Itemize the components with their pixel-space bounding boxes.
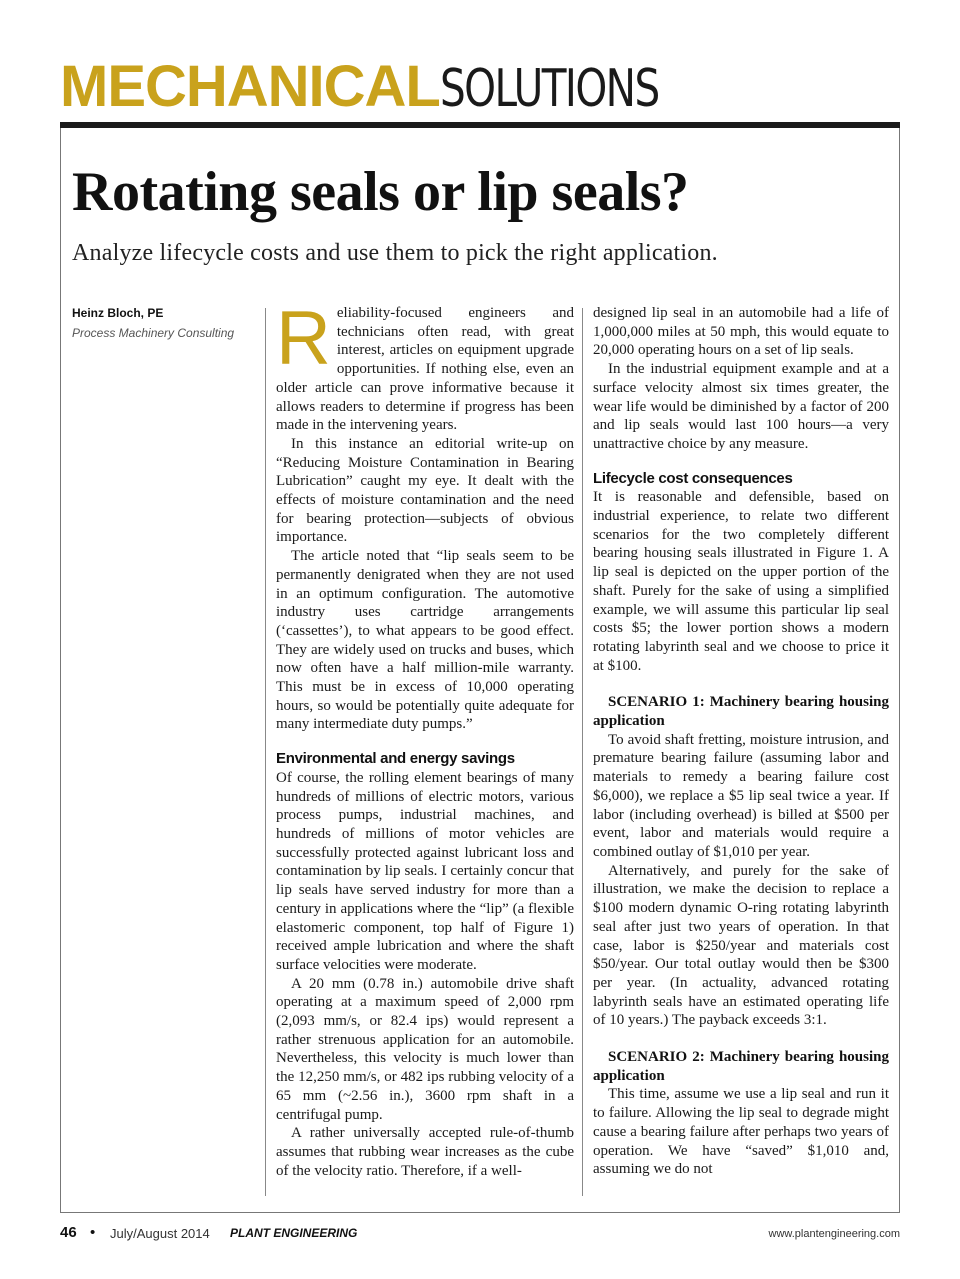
scenario-heading: SCENARIO 2: Machinery bearing housing application <box>593 1049 889 1084</box>
paragraph-text: eliability-focused engineers and technicians often read, with great interest, articles on equipment upgrade opportunities. If nothing else, even an older article can prove informative because it allows readers to determine if progress has been made in the intervening years. <box>276 305 574 434</box>
subheading: Environmental and energy savings <box>276 750 515 768</box>
paragraph: designed lip seal in an automobile had a life of 1,000,000 miles at 50 mph, this would equate to 20,000 operating hours on a set of lip seals. <box>593 305 889 359</box>
paragraph: In the industrial equipment example and at a surface velocity almost six times greater, the wear life would be diminished by a factor of 200 and lip seals would last 100 hours—a very unattractive choice by any measure. <box>593 361 889 452</box>
paragraph: Alternatively, and purely for the sake of illustration, we make the decision to replace a $100 modern dynamic O-ring rotating labyrinth seal after just two years of operation. In that case, labor is $250/year and materials cost $50/year. Our total outlay would then be $300 per year. (In actuality, advanced rotating labyrinth seals have an estimated operating life of 10 years.) The payback exceeds 3:1. <box>593 862 889 1029</box>
masthead-solutions: SOLUTIONS <box>439 59 659 119</box>
drop-cap: R <box>276 296 331 381</box>
paragraph: To avoid shaft fretting, moisture intrusion, and premature bearing failure (assuming labor and materials to remedy a bearing failure cost $6,000), we replace a $5 lip seal twice a year. If labor (including overhead) is billed at $500 per event, labor and materials would require a combined outlay of $1,010 per year. <box>593 731 889 860</box>
body-column-1 <box>276 296 574 1180</box>
paragraph: A 20 mm (0.78 in.) automobile drive shaft operating at a maximum speed of 2,000 rpm (2,093 mm/s, or 82.4 ips) would represent a rather strenuous application for an automobile. Nevertheless, this velocity is much lower than the 12,250 mm/s, or 482 ips rubbing velocity of a 65 mm (~2.56 in.), 3600 rpm shaft in a centrifugal pump. <box>276 975 574 1123</box>
body-column-2 <box>593 304 889 1179</box>
subheading: Lifecycle cost consequences <box>593 469 793 487</box>
page-footer <box>60 1224 900 1246</box>
website-url: www.plantengineering.com <box>768 1228 900 1240</box>
paragraph: The article noted that “lip seals seem to be permanently denigrated when they are not used in an optimum configuration. The automotive industry uses cartridge arrangements (‘cassettes’), to what appears to be good effect. They are widely used on trucks and buses, which now often have a half million-mile warranty. This must be in excess of 10,000 operating hours, so would be potentially quite adequate for many intermediate duty pumps.” <box>276 548 574 733</box>
paragraph <box>276 296 574 435</box>
scenario-heading: SCENARIO 1: Machinery bearing housing application <box>593 694 889 730</box>
paragraph: Of course, the rolling element bearings of many hundreds of millions of electric motors, various process pumps, industrial machines, and hundreds of millions of motor vehicles are successfully protected against lubricant loss and contamination by lip seals. I certainly concur that lip seals have served industry for more than a century in applications where the “lip” (a flexible elastomeric component, top half of Figure 1) received ample lubrication and where the shaft surface velocities were moderate. <box>276 769 574 973</box>
article-deck: Analyze lifecycle costs and use them to pick the right application. <box>72 240 718 266</box>
masthead <box>60 52 900 122</box>
issue-date: July/August 2014 <box>110 1226 210 1241</box>
column-rule-left <box>265 308 266 1196</box>
article-title: Rotating seals or lip seals? <box>72 161 689 223</box>
masthead-mechanical: MECHANICAL <box>60 54 440 119</box>
paragraph: In this instance an editorial write-up on “Reducing Moisture Contamination in Bearing Lubrication” caught my eye. It dealt with the effects of moisture contamination and the need for bearing protection—subjects of obvious importance. <box>276 435 574 546</box>
publication-name: PLANT ENGINEERING <box>230 1226 358 1240</box>
footer-separator: • <box>90 1224 96 1241</box>
paragraph: This time, assume we use a lip seal and run it to failure. Allowing the lip seal to degrade might cause a bearing failure after perhaps two years of operation. We have “saved” $1,010 and, assuming we do not <box>593 1086 889 1178</box>
column-rule-right <box>582 308 583 1196</box>
author-affiliation: Process Machinery Consulting <box>72 326 235 340</box>
page-number: 46 <box>60 1224 77 1241</box>
author-name: Heinz Bloch, PE <box>72 306 164 320</box>
paragraph: It is reasonable and defensible, based on industrial experience, to relate two different scenarios for the two completely different bearing housing seals illustrated in Figure 1. A lip seal is depicted on the upper portion of the shaft. Purely for the sake of using a simplified example, we will assume this particular lip seal costs $5; the lower portion shows a modern rotating labyrinth seal and we choose to price it at $100. <box>593 489 889 674</box>
paragraph: A rather universally accepted rule-of-thumb assumes that rubbing wear increases as the cube of the velocity ratio. Therefore, if a well- <box>276 1125 574 1179</box>
